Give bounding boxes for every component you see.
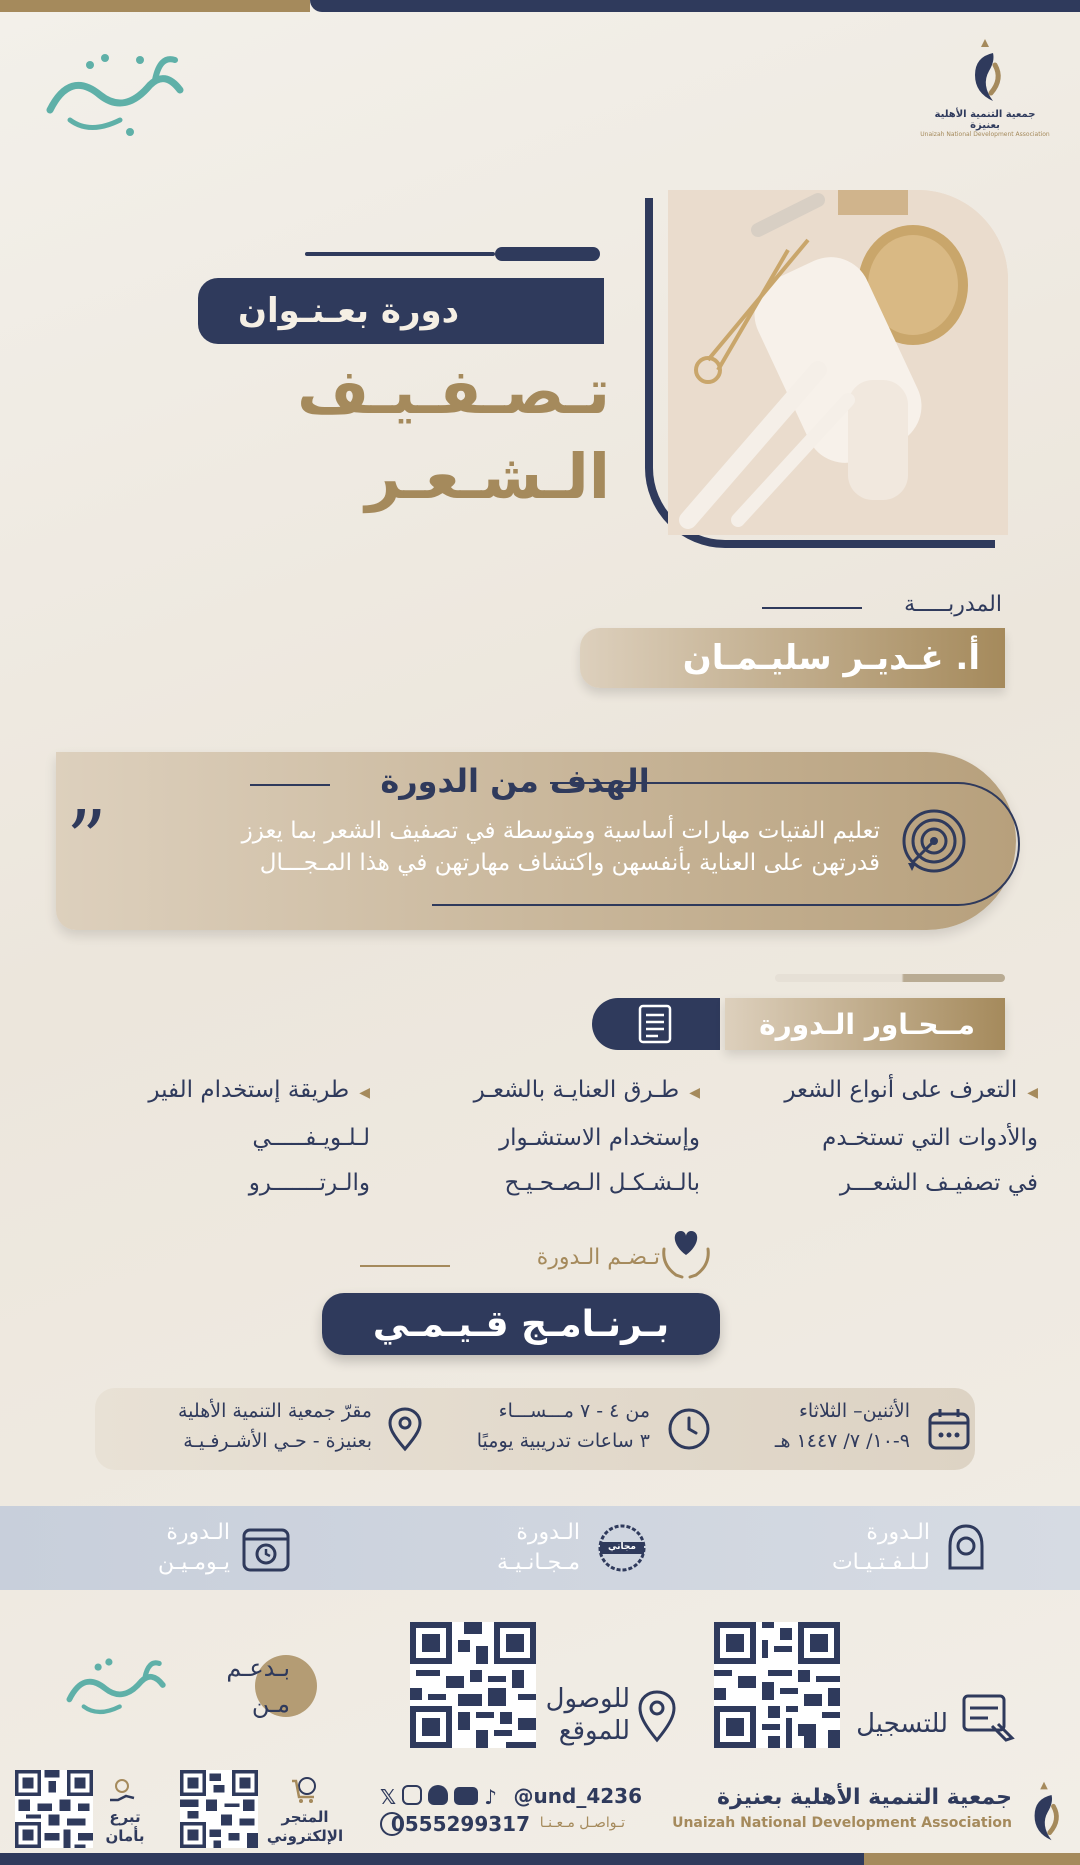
course-title-line2: الـشـعـر [365,440,610,513]
calendar-icon [926,1406,972,1452]
donate-label-line1: تبرع [109,1808,141,1826]
instagram-icon[interactable] [402,1785,422,1805]
axes-decor-line [775,974,1005,982]
quote-icon: ” [66,793,107,886]
location-pin-icon [382,1406,428,1452]
axis-item-1-line3: في تصفيـف الشعـــر [839,1170,1038,1196]
register-form-icon [958,1690,1018,1750]
footer-association-name-ar: جمعية التنمية الأهلية بعنيزة [717,1785,1012,1810]
bullet-icon: ◀ [689,1085,700,1101]
heart-hands-icon [660,1225,712,1280]
top-bar-gold [0,0,310,12]
support-label-line2: مـن [251,1690,290,1718]
feature-girls [832,1518,930,1578]
course-title-line1: تـصـفـيـف [297,355,610,428]
goal-text [140,815,880,879]
store-label [265,1808,345,1846]
ghaith-support-logo [55,1645,170,1725]
tiktok-icon[interactable]: ♪ [484,1785,497,1809]
target-icon [898,805,970,877]
hair-tools-photo [668,190,1008,535]
store-label-line2: الإلكتروني [266,1827,344,1845]
feature-days [158,1518,230,1578]
axis-item-2-line1: ◀طـرق العنايـة بالشعـر [473,1077,700,1103]
trainer-decor-line [762,607,862,609]
info-time [477,1396,650,1456]
info-date-line1: الأثنين– الثلاثاء [798,1400,910,1422]
footer-association-emblem-icon [1022,1778,1066,1844]
axis-item-3-line1: ◀طريقة إستخدام الفير [148,1077,370,1103]
footer-bar [0,1853,1080,1865]
map-pin-icon [634,1688,680,1744]
top-bar-navy [310,0,1080,12]
axis-item-3-line2: لـلـويـفـــــي [252,1125,370,1151]
snapchat-icon[interactable] [428,1785,448,1805]
title-decor-line-thick [495,247,600,261]
free-badge-icon [596,1522,648,1574]
info-time-line2: ٣ ساعات تدريبية يوميًا [476,1430,650,1452]
axes-title: مــحـاور الـدورة [725,998,1005,1050]
whatsapp-icon[interactable] [380,1812,404,1836]
store-label-line1: المتجر [281,1808,329,1826]
ghaith-logo-graphic [30,40,190,140]
goal-bottom-line [432,904,752,906]
feature-girls-line2: لـلـفـتـيـات [831,1550,930,1575]
axis-item-2-line3: بالـشـكـل الـصـحـيـح [504,1170,700,1196]
association-logo [920,35,1050,138]
info-time-line1: من ٤ - ٧ مـــســـاء [498,1400,650,1422]
location-label-line1: للوصول [545,1684,630,1714]
axis-item-3 [70,1068,370,1206]
goal-text-line2: قدرتهن على العناية بأنفسهن واكتشاف مهارتهن في هذا المـجـــال [259,850,880,876]
association-name-en: Unaizah National Development Association [920,131,1050,138]
feature-free-line2: مـجـانـيـة [496,1550,580,1575]
course-label: دورة بعـنـوان [198,278,604,344]
donate-label-line2: بأمان [105,1827,145,1845]
program-title: بـرنـامـج قـيـمـي [322,1293,720,1355]
free-badge-text: مجاني [608,1542,636,1552]
info-place [178,1396,372,1456]
register-qr-code[interactable] [714,1622,840,1748]
feature-free-line1: الـدورة [516,1520,580,1545]
store-qr-code[interactable] [180,1770,258,1848]
info-date-line2: ٩-١٠/ ٧/ ١٤٤٧ هـ [774,1430,910,1452]
social-icons [380,1785,545,1811]
trainer-label: المدربـــــة [904,592,1002,617]
info-place-line1: مقرّ جمعية التنمية الأهلية [178,1400,372,1422]
x-icon[interactable]: 𝕏 [380,1785,397,1809]
axis-item-1 [738,1068,1038,1206]
support-label-line1: بـدعـم [226,1654,290,1682]
feature-days-line2: يـومـيـن [158,1550,230,1575]
axis-item-1-line2: والأدوات التي تستخـدم [822,1125,1038,1151]
axes-icon-box [592,998,720,1050]
association-name-ar: جمعية التنمية الأهلية بعنيزة [934,109,1036,131]
youtube-icon[interactable] [454,1787,478,1805]
hair-tools-illustration [668,190,1008,535]
feature-days-line1: الـدورة [166,1520,230,1545]
document-list-icon [636,1002,676,1046]
info-place-line2: بعنيزة - حـي الأشـرفـيـة [183,1430,372,1452]
goal-title: الهدف من الدورة [380,762,650,800]
calendar-clock-icon [240,1522,292,1574]
bullet-icon: ◀ [359,1085,370,1101]
association-emblem-icon [963,35,1007,105]
axis-item-1-line1: ◀التعرف على أنواع الشعر [784,1077,1038,1103]
cart-globe-icon [290,1775,320,1805]
bullet-icon: ◀ [1027,1085,1038,1101]
ghaith-logo [30,40,190,140]
donate-label [90,1808,160,1846]
program-includes-label: تـضـم الـدورة [536,1245,660,1270]
contact-label: تـواصـل مـعـنـا [539,1815,625,1831]
feature-free [497,1518,580,1578]
title-decor-line [305,252,495,256]
support-label [180,1650,290,1722]
phone-number[interactable]: 0555299317 [390,1812,530,1836]
social-handle[interactable]: @und_4236 [513,1784,642,1808]
axis-item-3-line3: والـرتـــــــرو [248,1170,370,1196]
goal-text-line1: تعليم الفتيات مهارات أساسية ومتوسطة في تصفيف الشعر بما يعزز [241,818,880,844]
donate-qr-code[interactable] [15,1770,93,1848]
info-date [775,1396,910,1456]
location-label [546,1683,630,1747]
feature-girls-line1: الـدورة [866,1520,930,1545]
footer-association-name-en: Unaizah National Development Association [672,1815,1012,1831]
register-label: للتسجيل [856,1709,948,1739]
girl-icon [940,1522,992,1574]
axis-item-2-line2: وإستخدام الاستشـوار [499,1125,700,1151]
location-qr-code[interactable] [410,1622,536,1748]
trainer-name: أ. غـديـر سليـمـان [580,628,1005,688]
axis-item-2 [400,1068,700,1206]
clock-icon [666,1406,712,1452]
location-label-line2: للموقع [558,1716,630,1746]
donate-hand-icon [108,1778,136,1804]
